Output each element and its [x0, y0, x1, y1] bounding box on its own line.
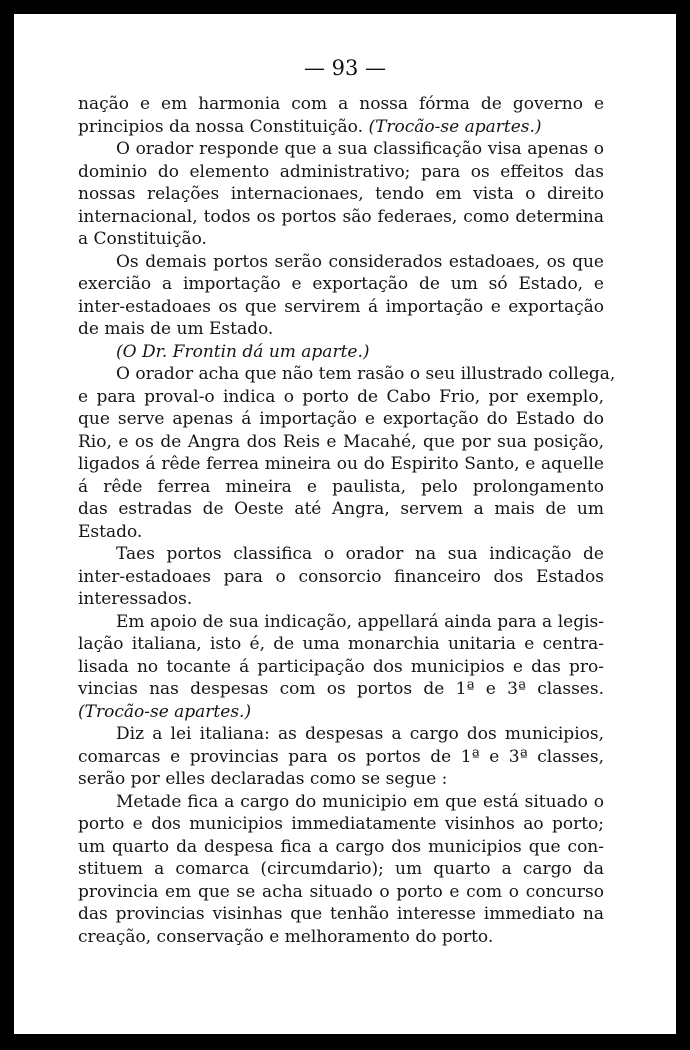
text-line: ligados á rêde ferrea mineira ou do Espirito Santo, e aquelle — [78, 454, 604, 474]
text-line: das estradas de Oeste até Angra, servem a mais de um — [78, 499, 604, 519]
text-line: internacional, todos os portos são federaes, como determina — [78, 206, 604, 227]
text-line — [78, 116, 604, 139]
text-line: que serve apenas á importação e exportação do Estado do — [78, 409, 604, 429]
text-line: inter-estadoaes para o consorcio financeiro dos Estados — [78, 566, 604, 587]
text-line: a Constituição. — [78, 229, 207, 249]
text-line: lisada no tocante á participação dos municipios e das pro- — [78, 656, 604, 677]
text-line: nossas relações internacionaes, tendo em vista o direito — [78, 184, 604, 204]
text-line: provincia em que se acha situado o porto e com o concurso — [78, 881, 604, 902]
text-line: lação italiana, isto é, de uma monarchia unitaria e centra- — [78, 634, 604, 654]
text-line: (O Dr. Frontin dá um aparte.) — [116, 341, 370, 362]
text-line: Em apoio de sua indicação, appellará ainda para a legis- — [116, 611, 604, 632]
text-segment: principios da nossa Constituição. — [78, 116, 369, 137]
body-text — [78, 93, 616, 948]
text-line: Diz a lei italiana: as despesas a cargo dos municipios, — [116, 724, 604, 744]
text-line: Estado. — [78, 521, 143, 542]
page-number: — 93 — — [303, 56, 387, 80]
text-line: comarcas e provincias para os portos de 1ª e 3ª classes, — [78, 746, 604, 767]
text-line: inter-estadoaes os que servirem á importação e exportação — [78, 296, 604, 317]
text-line: O orador acha que não tem rasão o seu illustrado collega, — [116, 364, 616, 384]
text-line: vincias nas despesas com os portos de 1ª e 3ª classes. — [78, 679, 604, 699]
text-line: serão por elles declaradas como se segue : — [78, 769, 448, 789]
text-line: stituem a comarca (circumdario); um quarto a cargo da — [78, 859, 604, 879]
text-line: interessados. — [78, 589, 193, 609]
text-line: Taes portos classifica o orador na sua indicação de — [116, 544, 604, 564]
text-segment: (Trocão-se apartes.) — [368, 116, 542, 137]
text-line: de mais de um Estado. — [78, 319, 274, 339]
text-line: (Trocão-se apartes.) — [78, 701, 252, 722]
text-line: creação, conservação e melhoramento do porto. — [78, 926, 494, 947]
text-line: porto e dos municipios immediatamente visinhos ao porto; — [78, 814, 604, 834]
text-line: exercião a importação e exportação de um só Estado, e — [78, 274, 604, 294]
text-line: O orador responde que a sua classificação visa apenas o — [116, 139, 604, 159]
text-line: á rêde ferrea mineira e paulista, pelo prolongamento — [78, 476, 604, 497]
text-line: Os demais portos serão considerados estadoaes, os que — [116, 251, 604, 272]
text-line: e para proval-o indica o porto de Cabo Frio, por exemplo, — [78, 386, 604, 407]
text-line: dominio do elemento administrativo; para os effeitos das — [78, 161, 604, 182]
text-line: nação e em harmonia com a nossa fórma de governo e — [78, 94, 604, 114]
text-line: um quarto da despesa fica a cargo dos municipios que con- — [78, 836, 604, 857]
text-line: das provincias visinhas que tenhão interesse immediato na — [78, 904, 604, 924]
text-line: Rio, e os de Angra dos Reis e Macahé, que por sua posição, — [78, 431, 604, 452]
book-page — [14, 14, 676, 1034]
text-line: Metade fica a cargo do municipio em que está situado o — [116, 791, 604, 812]
